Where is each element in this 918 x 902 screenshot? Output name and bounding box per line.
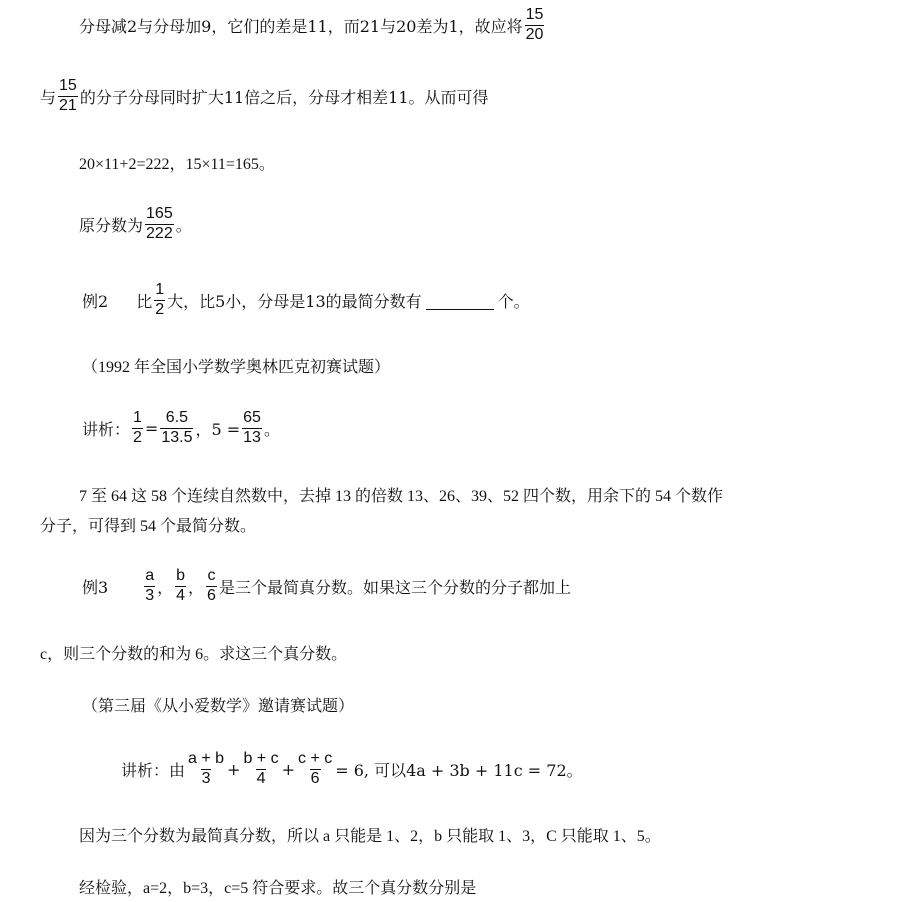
fraction-denominator: 4 bbox=[176, 586, 186, 604]
line-2-prefix: 与 bbox=[40, 87, 57, 107]
source-note-2 bbox=[82, 692, 354, 716]
analysis-2-text: = 6, 可以4a + 3b + 11c = 72。 bbox=[335, 760, 583, 780]
source-note-1-text: （1992 年全国小学数学奥林匹克初赛试题） bbox=[82, 358, 391, 376]
line-4-suffix: 。 bbox=[175, 215, 192, 235]
paragraph-line-15 bbox=[79, 874, 476, 898]
fraction-denominator: 21 bbox=[59, 96, 77, 114]
fraction-denominator: 13.5 bbox=[161, 428, 193, 446]
fraction-a-3 bbox=[144, 568, 155, 605]
fraction-denominator: 4 bbox=[256, 769, 266, 787]
example-3-text: 是三个最简真分数。如果这三个分数的分子都加上 bbox=[218, 577, 571, 597]
separator-1: ， bbox=[157, 577, 174, 597]
source-note-2-text: （第三届《从小爱数学》邀请赛试题） bbox=[82, 697, 355, 715]
fraction-b-plus-c-over-4 bbox=[242, 751, 279, 788]
paragraph-line-9 bbox=[40, 512, 256, 536]
fraction-c-plus-c-over-6 bbox=[297, 751, 333, 788]
example-2-text-2: 大，比5小，分母是13的最简分数有 bbox=[167, 291, 422, 311]
source-note-1 bbox=[82, 353, 390, 377]
plus-sign: + bbox=[281, 759, 295, 779]
fraction-denominator: 6 bbox=[207, 586, 216, 604]
fraction-numerator: 15 bbox=[59, 76, 77, 94]
analysis-mid-text: ，5 = bbox=[195, 419, 241, 439]
line-15-text: 经检验，a=2，b=3，c=5 符合要求。故三个真分数分别是 bbox=[79, 879, 477, 897]
fraction-numerator: 1 bbox=[155, 280, 165, 298]
analysis-end: 。 bbox=[263, 419, 280, 439]
fraction-numerator: c + c bbox=[298, 749, 333, 767]
line-3-text: 20×11+2=222，15×11=165。 bbox=[79, 155, 275, 173]
paragraph-line-4 bbox=[79, 202, 192, 246]
example-2-text-1: 比 bbox=[136, 291, 153, 311]
fraction-denominator: 222 bbox=[146, 224, 173, 242]
fraction-denominator: 2 bbox=[155, 300, 165, 318]
analysis-line-1 bbox=[82, 404, 280, 452]
line-2-text: 的分子分母同时扩大11倍之后，分母才相差11。从而可得 bbox=[79, 87, 489, 107]
separator-2: ， bbox=[188, 577, 205, 597]
fraction-165-222 bbox=[145, 206, 174, 243]
paragraph-line-3 bbox=[79, 150, 275, 174]
example-2-label: 例2 bbox=[82, 291, 109, 311]
example-3-line bbox=[82, 564, 571, 608]
line-11-text: c，则三个分数的和为 6。求这三个真分数。 bbox=[40, 645, 348, 663]
fraction-1-2 bbox=[132, 410, 143, 447]
fraction-denominator: 3 bbox=[145, 586, 155, 604]
fraction-15-20 bbox=[525, 7, 545, 44]
fraction-numerator: a + b bbox=[188, 749, 225, 767]
line-4-prefix: 原分数为 bbox=[79, 215, 144, 235]
fraction-a-plus-b-over-3 bbox=[187, 751, 225, 788]
fraction-denominator: 3 bbox=[201, 769, 211, 787]
plus-sign: + bbox=[227, 759, 241, 779]
fraction-numerator: b bbox=[176, 566, 186, 584]
paragraph-line-2 bbox=[40, 74, 489, 118]
example-2-text-3: 个。 bbox=[497, 291, 530, 311]
fraction-denominator: 2 bbox=[133, 428, 142, 446]
fraction-b-4 bbox=[175, 568, 186, 605]
paragraph-line-8 bbox=[79, 482, 723, 506]
paragraph-line-14 bbox=[79, 822, 661, 846]
fraction-numerator: c bbox=[207, 566, 216, 584]
fraction-denominator: 13 bbox=[243, 428, 261, 446]
line-1-text: 分母减2与分母加9，它们的差是11，而21与20差为1，故应将 bbox=[79, 16, 523, 36]
fraction-1-2 bbox=[154, 282, 165, 319]
fraction-numerator: b + c bbox=[243, 749, 279, 767]
fraction-numerator: 15 bbox=[525, 5, 544, 23]
line-14-text: 因为三个分数为最简真分数，所以 a 只能是 1、2，b 只能取 1、3，C 只能取 1、5。 bbox=[79, 827, 661, 845]
analysis-line-2 bbox=[121, 745, 583, 793]
paragraph-line-1 bbox=[79, 3, 546, 47]
line-9-text: 分子，可得到 54 个最简分数。 bbox=[40, 517, 257, 535]
answer-blank bbox=[426, 291, 494, 310]
analysis-label: 讲析： bbox=[82, 419, 131, 439]
equals-sign: = bbox=[144, 418, 159, 438]
fraction-65-13 bbox=[242, 410, 262, 447]
example-3-label: 例3 bbox=[82, 577, 109, 597]
fraction-numerator: a bbox=[145, 566, 155, 584]
line-8-text: 7 至 64 这 58 个连续自然数中，去掉 13 的倍数 13、26、39、52 四个数，用余下的 54 个数作 bbox=[79, 487, 724, 505]
fraction-6.5-13.5 bbox=[160, 410, 193, 447]
example-2-line bbox=[82, 278, 530, 322]
fraction-c-6 bbox=[206, 568, 217, 605]
fraction-denominator: 20 bbox=[525, 25, 544, 43]
fraction-numerator: 165 bbox=[146, 204, 173, 222]
fraction-numerator: 1 bbox=[133, 408, 142, 426]
fraction-numerator: 65 bbox=[243, 408, 261, 426]
fraction-15-21 bbox=[58, 78, 78, 115]
paragraph-line-11 bbox=[40, 640, 347, 664]
analysis-2-prefix: 讲析：由 bbox=[121, 760, 186, 780]
fraction-numerator: 6.5 bbox=[165, 408, 189, 426]
fraction-denominator: 6 bbox=[310, 769, 320, 787]
